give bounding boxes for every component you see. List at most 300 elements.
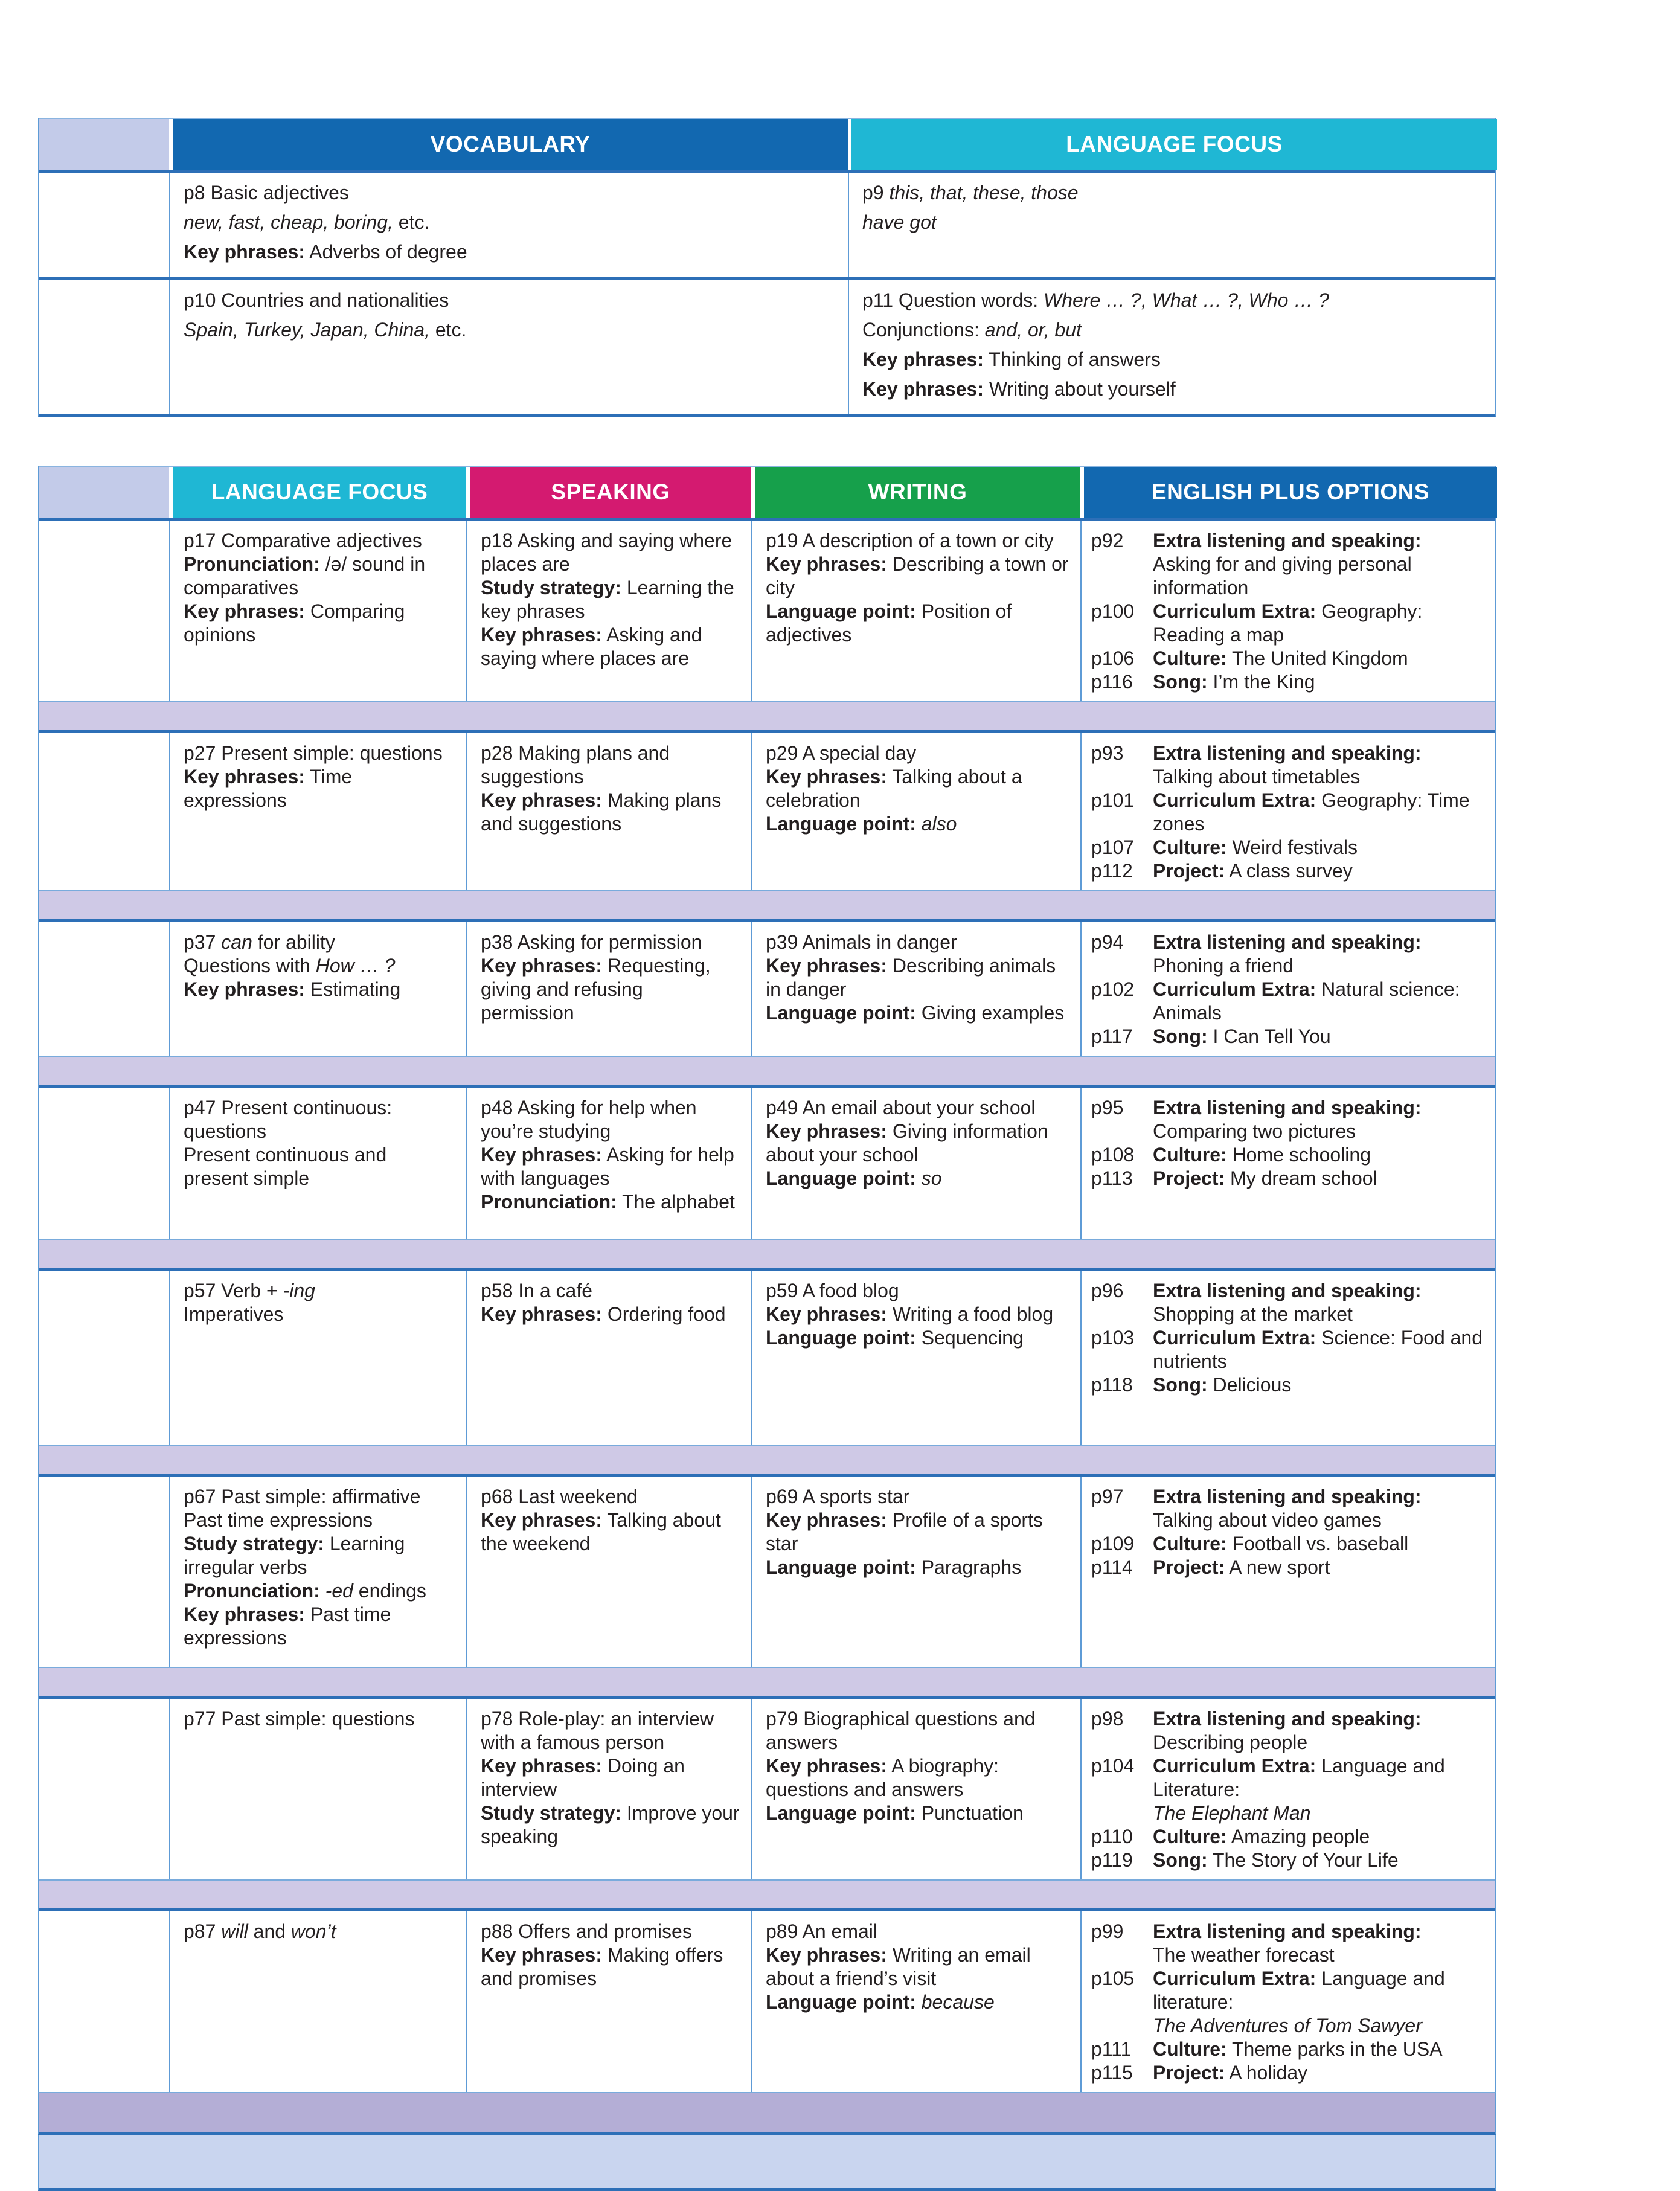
cell-vocabulary bbox=[169, 173, 848, 277]
page-ref: p115 bbox=[1091, 2062, 1133, 2084]
page-ref: p102 bbox=[1091, 978, 1135, 1000]
options-item-continuation bbox=[1091, 1303, 1486, 1326]
cell-paragraph bbox=[184, 931, 455, 954]
text-segment: Curriculum Extra: bbox=[1153, 1968, 1316, 1989]
text-segment: Study strategy: bbox=[184, 1533, 324, 1554]
page-ref: p93 bbox=[1091, 742, 1124, 764]
text-segment: Extra listening and speaking: bbox=[1153, 1920, 1422, 1942]
cell-writing bbox=[751, 1699, 1080, 1879]
text-segment: Writing a food blog bbox=[886, 1303, 1054, 1325]
text-segment: have got bbox=[862, 211, 937, 233]
cell-paragraph bbox=[184, 1143, 455, 1190]
text-segment: The Elephant Man bbox=[1153, 1802, 1311, 1824]
text-segment: Key phrases: bbox=[766, 955, 887, 977]
text-segment: Extra listening and speaking: bbox=[1153, 1280, 1422, 1301]
options-item bbox=[1091, 670, 1486, 694]
text-segment: Curriculum Extra: bbox=[1153, 1755, 1316, 1777]
page-ref: p107 bbox=[1091, 836, 1135, 858]
text-segment: Key phrases: bbox=[766, 1944, 887, 1966]
options-item bbox=[1091, 1920, 1486, 1943]
starter-corner-cell bbox=[39, 119, 169, 170]
text-segment: Key phrases: bbox=[766, 766, 887, 788]
cell-language-focus bbox=[848, 280, 1497, 414]
cell-english-plus-options bbox=[1080, 1477, 1497, 1667]
page-ref: p94 bbox=[1091, 931, 1124, 953]
row-corner-cell bbox=[39, 173, 169, 277]
row-corner-cell bbox=[39, 1271, 169, 1445]
cell-paragraph bbox=[184, 1509, 455, 1532]
row-spacer bbox=[39, 1879, 1495, 1911]
cell-paragraph bbox=[766, 1943, 1069, 1991]
text-segment: Culture: bbox=[1153, 1144, 1227, 1166]
text-segment: Study strategy: bbox=[481, 577, 621, 598]
cell-paragraph bbox=[766, 1120, 1069, 1167]
cell-english-plus-options bbox=[1080, 1699, 1497, 1879]
text-segment: A holiday bbox=[1225, 2062, 1308, 2084]
text-segment: Language point: bbox=[766, 813, 916, 835]
text-segment: Home schooling bbox=[1226, 1144, 1371, 1166]
options-item bbox=[1091, 789, 1486, 836]
text-segment: Song: bbox=[1153, 1849, 1208, 1871]
text-segment: Key phrases: bbox=[862, 348, 984, 370]
text-segment: Extra listening and speaking: bbox=[1153, 1097, 1422, 1118]
page-ref: p113 bbox=[1091, 1167, 1133, 1189]
row-spacer bbox=[39, 1445, 1495, 1477]
cell-paragraph bbox=[184, 1603, 455, 1650]
options-item bbox=[1091, 1279, 1486, 1303]
options-item-continuation bbox=[1091, 954, 1486, 978]
text-segment: Key phrases: bbox=[184, 978, 305, 1000]
options-item bbox=[1091, 1967, 1486, 2014]
text-segment: Study strategy: bbox=[481, 1802, 621, 1824]
cell-paragraph bbox=[184, 954, 455, 978]
page-ref: p104 bbox=[1091, 1755, 1135, 1777]
options-item bbox=[1091, 1754, 1486, 1801]
row-spacer bbox=[39, 1056, 1495, 1088]
text-segment: Pronunciation: bbox=[184, 553, 320, 575]
header-row bbox=[39, 466, 1495, 521]
text-segment: Giving examples bbox=[915, 1002, 1065, 1024]
text-segment: p87 bbox=[184, 1920, 222, 1942]
text-segment: Language and Literature: bbox=[1153, 1755, 1445, 1800]
cell-vocabulary bbox=[169, 280, 848, 414]
text-segment: Curriculum Extra: bbox=[1153, 789, 1316, 811]
cell-paragraph bbox=[481, 789, 740, 836]
text-segment: Present continuous and present simple bbox=[184, 1144, 387, 1189]
cell-paragraph bbox=[766, 1001, 1069, 1025]
cell-english-plus-options bbox=[1080, 1911, 1497, 2092]
text-segment: Amazing people bbox=[1226, 1826, 1370, 1847]
options-item bbox=[1091, 978, 1486, 1025]
text-segment: p39 Animals in danger bbox=[766, 931, 957, 953]
text-segment: p49 An email about your school bbox=[766, 1097, 1036, 1118]
text-segment: Weird festivals bbox=[1226, 836, 1358, 858]
text-segment: Project: bbox=[1153, 1556, 1225, 1578]
text-segment: Time expressions bbox=[184, 766, 353, 811]
cell-paragraph bbox=[766, 1096, 1069, 1120]
text-segment: Making plans and suggestions bbox=[481, 789, 722, 835]
options-item bbox=[1091, 529, 1486, 553]
column-header-speaking bbox=[470, 467, 751, 518]
cell-paragraph bbox=[862, 377, 1486, 401]
text-segment: because bbox=[921, 1991, 995, 2013]
text-segment: Paragraphs bbox=[915, 1556, 1022, 1578]
row-corner-cell bbox=[39, 1088, 169, 1239]
page-ref: p100 bbox=[1091, 600, 1135, 622]
text-segment: p38 Asking for permission bbox=[481, 931, 702, 953]
text-segment: p19 A description of a town or city bbox=[766, 530, 1054, 551]
text-segment: Extra listening and speaking: bbox=[1153, 931, 1422, 953]
text-segment: p57 Verb + bbox=[184, 1280, 283, 1301]
options-item bbox=[1091, 1373, 1486, 1397]
column-header-label: VOCABULARY bbox=[430, 132, 591, 156]
text-segment: Talking about a celebration bbox=[766, 766, 1022, 811]
row-corner-cell bbox=[39, 1911, 169, 2092]
text-segment: Key phrases: bbox=[481, 1303, 602, 1325]
text-segment: Key phrases: bbox=[766, 553, 887, 575]
text-segment: Key phrases: bbox=[862, 378, 984, 400]
cell-paragraph bbox=[481, 1943, 740, 1991]
cell-paragraph bbox=[481, 954, 740, 1025]
text-segment: this, that, these, those bbox=[889, 182, 1079, 204]
page-ref: p118 bbox=[1091, 1374, 1133, 1396]
text-segment: Extra listening and speaking: bbox=[1153, 530, 1422, 551]
options-item-continuation bbox=[1091, 1120, 1486, 1143]
text-segment: Talking about the weekend bbox=[481, 1509, 721, 1554]
text-segment: p8 Basic adjectives bbox=[184, 182, 349, 204]
options-item bbox=[1091, 1556, 1486, 1579]
cell-paragraph bbox=[766, 765, 1069, 812]
cell-paragraph bbox=[766, 1991, 1069, 2014]
cell-writing bbox=[751, 521, 1080, 701]
text-segment: Key phrases: bbox=[184, 241, 305, 263]
cell-paragraph bbox=[862, 289, 1486, 312]
cell-paragraph bbox=[184, 240, 837, 264]
options-item-continuation bbox=[1091, 553, 1486, 600]
cell-paragraph bbox=[481, 742, 740, 789]
options-item bbox=[1091, 742, 1486, 765]
text-segment: Comparing two pictures bbox=[1153, 1120, 1356, 1142]
cell-paragraph bbox=[481, 931, 740, 954]
text-segment: Language point: bbox=[766, 1802, 916, 1824]
text-segment bbox=[916, 1991, 922, 2013]
cell-english-plus-options bbox=[1080, 1271, 1497, 1445]
page-ref: p110 bbox=[1091, 1826, 1133, 1847]
cell-writing bbox=[751, 1477, 1080, 1667]
text-segment: Delicious bbox=[1207, 1374, 1292, 1396]
text-segment: Asking and saying where places are bbox=[481, 624, 702, 669]
cell-speaking bbox=[466, 1088, 751, 1239]
text-segment: How … ? bbox=[315, 955, 396, 977]
text-segment: I Can Tell You bbox=[1207, 1025, 1331, 1047]
text-segment: Language point: bbox=[766, 1556, 916, 1578]
page-ref: p112 bbox=[1091, 860, 1133, 882]
main-corner-cell bbox=[39, 467, 169, 518]
text-segment: p47 Present continuous: questions bbox=[184, 1097, 393, 1142]
cell-paragraph bbox=[481, 1509, 740, 1556]
text-segment: Extra listening and speaking: bbox=[1153, 1486, 1422, 1507]
cell-writing bbox=[751, 733, 1080, 890]
header-row bbox=[39, 118, 1495, 173]
unit-row bbox=[39, 1477, 1495, 1667]
text-segment: Language point: bbox=[766, 1991, 916, 2013]
text-segment: Culture: bbox=[1153, 836, 1227, 858]
text-segment: p69 A sports star bbox=[766, 1486, 910, 1507]
text-segment: A biography: questions and answers bbox=[766, 1755, 999, 1800]
page-ref: p119 bbox=[1091, 1849, 1133, 1871]
text-segment: Language point: bbox=[766, 1002, 916, 1024]
page-ref: p105 bbox=[1091, 1968, 1135, 1989]
cell-paragraph bbox=[184, 529, 455, 553]
options-item bbox=[1091, 859, 1486, 883]
column-header-label: LANGUAGE FOCUS bbox=[1066, 132, 1283, 156]
options-item bbox=[1091, 931, 1486, 954]
column-header-label: ENGLISH PLUS OPTIONS bbox=[1151, 480, 1430, 504]
text-segment: p79 Biographical questions and answers bbox=[766, 1708, 1036, 1753]
text-segment: Adverbs of degree bbox=[304, 241, 467, 263]
page-ref: p114 bbox=[1091, 1556, 1133, 1578]
text-segment: Learning the key phrases bbox=[481, 577, 734, 622]
unit-row bbox=[39, 922, 1495, 1056]
cell-writing bbox=[751, 1088, 1080, 1239]
options-item-continuation bbox=[1091, 1943, 1486, 1967]
cell-paragraph bbox=[184, 978, 455, 1001]
cell-english-plus-options bbox=[1080, 1088, 1497, 1239]
text-segment: Geography: Reading a map bbox=[1153, 600, 1423, 646]
text-segment: Key phrases: bbox=[184, 1603, 305, 1625]
text-segment: Culture: bbox=[1153, 647, 1227, 669]
text-segment: p59 A food blog bbox=[766, 1280, 899, 1301]
cell-paragraph bbox=[766, 1167, 1069, 1190]
unit-row bbox=[39, 1271, 1495, 1445]
text-segment: p29 A special day bbox=[766, 742, 917, 764]
text-segment: Comparing opinions bbox=[184, 600, 405, 646]
unit-row bbox=[39, 1911, 1495, 2092]
text-segment: Culture: bbox=[1153, 2038, 1227, 2060]
cell-language-focus bbox=[169, 1088, 466, 1239]
options-item bbox=[1091, 836, 1486, 859]
column-header-language-focus bbox=[173, 467, 466, 518]
cell-paragraph bbox=[481, 1801, 740, 1849]
cell-speaking bbox=[466, 1699, 751, 1879]
text-segment: Key phrases: bbox=[481, 1755, 602, 1777]
table-gap bbox=[38, 417, 1496, 466]
bottom-bar-dark bbox=[38, 2092, 1496, 2135]
text-segment: /ə/ sound in comparatives bbox=[184, 553, 426, 598]
text-segment: can bbox=[221, 931, 252, 953]
text-segment: Project: bbox=[1153, 1167, 1225, 1189]
text-segment: Key phrases: bbox=[481, 1944, 602, 1966]
text-segment: Punctuation bbox=[915, 1802, 1024, 1824]
starter-row bbox=[39, 277, 1495, 414]
text-segment: etc. bbox=[393, 211, 430, 233]
text-segment: new, fast, cheap, boring, bbox=[184, 211, 393, 233]
text-segment: Sequencing bbox=[915, 1327, 1024, 1349]
text-segment: Key phrases: bbox=[481, 955, 602, 977]
cell-paragraph bbox=[481, 576, 740, 623]
text-segment: Extra listening and speaking: bbox=[1153, 742, 1422, 764]
text-segment: Key phrases: bbox=[481, 624, 602, 646]
text-segment: A new sport bbox=[1225, 1556, 1330, 1578]
text-segment: Writing about yourself bbox=[983, 378, 1176, 400]
text-segment: p78 Role-play: an interview with a famous person bbox=[481, 1708, 714, 1753]
text-segment: Asking for and giving personal information bbox=[1153, 553, 1412, 598]
column-header-label: LANGUAGE FOCUS bbox=[211, 480, 428, 504]
text-segment: Song: bbox=[1153, 1374, 1208, 1396]
page-ref: p103 bbox=[1091, 1327, 1135, 1349]
text-segment: Phoning a friend bbox=[1153, 955, 1294, 977]
cell-language-focus bbox=[169, 1477, 466, 1667]
cell-paragraph bbox=[766, 954, 1069, 1001]
options-item bbox=[1091, 1532, 1486, 1556]
text-segment: Culture: bbox=[1153, 1533, 1227, 1554]
text-segment: Natural science: Animals bbox=[1153, 978, 1460, 1024]
page-ref: p95 bbox=[1091, 1097, 1124, 1118]
text-segment: Describing a town or city bbox=[766, 553, 1069, 598]
cell-paragraph bbox=[184, 600, 455, 647]
text-segment bbox=[320, 1580, 325, 1602]
cell-paragraph bbox=[184, 1579, 455, 1603]
cell-paragraph bbox=[766, 529, 1069, 553]
text-segment: Doing an interview bbox=[481, 1755, 685, 1800]
page-ref: p97 bbox=[1091, 1486, 1124, 1507]
cell-paragraph bbox=[481, 1920, 740, 1943]
text-segment: Pronunciation: bbox=[184, 1580, 320, 1602]
cell-paragraph bbox=[766, 1279, 1069, 1303]
page-ref: p117 bbox=[1091, 1025, 1133, 1047]
text-segment: The Adventures of Tom Sawyer bbox=[1153, 2015, 1422, 2036]
cell-paragraph bbox=[481, 1754, 740, 1801]
cell-paragraph bbox=[481, 1303, 740, 1326]
cell-english-plus-options bbox=[1080, 922, 1497, 1056]
row-corner-cell bbox=[39, 733, 169, 890]
text-segment: Ordering food bbox=[601, 1303, 726, 1325]
row-spacer bbox=[39, 890, 1495, 922]
page-ref: p108 bbox=[1091, 1144, 1135, 1166]
text-segment bbox=[916, 813, 922, 835]
options-item bbox=[1091, 1025, 1486, 1048]
text-segment: p88 Offers and promises bbox=[481, 1920, 692, 1942]
options-item bbox=[1091, 1825, 1486, 1849]
options-item-continuation bbox=[1091, 1509, 1486, 1532]
starter-table bbox=[38, 118, 1496, 417]
options-item bbox=[1091, 2038, 1486, 2061]
cell-paragraph bbox=[184, 1485, 455, 1509]
text-segment: Language and literature: bbox=[1153, 1968, 1445, 2013]
cell-paragraph bbox=[481, 1190, 740, 1214]
text-segment: Language point: bbox=[766, 1327, 916, 1349]
page-ref: p101 bbox=[1091, 789, 1135, 811]
cell-paragraph bbox=[766, 600, 1069, 647]
cell-paragraph bbox=[481, 1707, 740, 1754]
page-ref: p98 bbox=[1091, 1708, 1124, 1730]
text-segment: Conjunctions: bbox=[862, 319, 985, 341]
text-segment: Language point: bbox=[766, 600, 916, 622]
cell-paragraph bbox=[766, 1326, 1069, 1350]
cell-paragraph bbox=[766, 1801, 1069, 1825]
options-item bbox=[1091, 600, 1486, 647]
cell-paragraph bbox=[184, 553, 455, 600]
cell-paragraph bbox=[766, 742, 1069, 765]
text-segment: Pronunciation: bbox=[481, 1191, 617, 1213]
row-corner-cell bbox=[39, 1477, 169, 1667]
page-ref: p106 bbox=[1091, 647, 1135, 669]
text-segment: Curriculum Extra: bbox=[1153, 978, 1316, 1000]
cell-speaking bbox=[466, 922, 751, 1056]
text-segment: p10 Countries and nationalities bbox=[184, 289, 449, 311]
text-segment: Song: bbox=[1153, 1025, 1208, 1047]
text-segment: My dream school bbox=[1225, 1167, 1377, 1189]
text-segment: Profile of a sports star bbox=[766, 1509, 1043, 1554]
cell-paragraph bbox=[862, 348, 1486, 371]
unit-row bbox=[39, 521, 1495, 701]
cell-paragraph bbox=[766, 812, 1069, 836]
text-segment: Theme parks in the USA bbox=[1226, 2038, 1443, 2060]
page-ref: p96 bbox=[1091, 1280, 1124, 1301]
cell-paragraph bbox=[766, 1556, 1069, 1579]
text-segment: Past time expressions bbox=[184, 1509, 373, 1531]
text-segment: The Story of Your Life bbox=[1207, 1849, 1399, 1871]
text-segment: Shopping at the market bbox=[1153, 1303, 1353, 1325]
text-segment: endings bbox=[353, 1580, 426, 1602]
cell-paragraph bbox=[184, 181, 837, 205]
contents-page bbox=[38, 118, 1496, 2191]
main-table bbox=[38, 466, 1496, 2092]
text-segment: etc. bbox=[429, 319, 467, 341]
column-header-label: WRITING bbox=[868, 480, 967, 504]
text-segment: p77 Past simple: questions bbox=[184, 1708, 415, 1730]
text-segment: Key phrases: bbox=[766, 1120, 887, 1142]
unit-row bbox=[39, 733, 1495, 890]
text-segment bbox=[916, 1167, 922, 1189]
text-segment: p68 Last weekend bbox=[481, 1486, 638, 1507]
cell-paragraph bbox=[184, 1920, 455, 1943]
text-segment: Science: Food and nutrients bbox=[1153, 1327, 1483, 1372]
cell-writing bbox=[751, 922, 1080, 1056]
column-header-english-plus-options bbox=[1084, 467, 1497, 518]
cell-paragraph bbox=[184, 1707, 455, 1731]
text-segment: Key phrases: bbox=[766, 1755, 887, 1777]
text-segment: Football vs. baseball bbox=[1226, 1533, 1409, 1554]
options-item bbox=[1091, 2061, 1486, 2085]
text-segment: p18 Asking and saying where places are bbox=[481, 530, 733, 575]
cell-paragraph bbox=[766, 1485, 1069, 1509]
cell-language-focus bbox=[169, 733, 466, 890]
text-segment: The weather forecast bbox=[1153, 1944, 1335, 1966]
options-item bbox=[1091, 1849, 1486, 1872]
text-segment: Where … ?, What … ?, Who … ? bbox=[1044, 289, 1330, 311]
cell-language-focus bbox=[169, 1699, 466, 1879]
text-segment: Describing animals in danger bbox=[766, 955, 1056, 1000]
cell-paragraph bbox=[481, 529, 740, 576]
text-segment: p28 Making plans and suggestions bbox=[481, 742, 670, 788]
text-segment: Key phrases: bbox=[481, 789, 602, 811]
text-segment: The United Kingdom bbox=[1226, 647, 1408, 669]
text-segment: Project: bbox=[1153, 860, 1225, 882]
text-segment: -ing bbox=[283, 1280, 315, 1301]
text-segment: Key phrases: bbox=[766, 1509, 887, 1531]
text-segment: Song: bbox=[1153, 671, 1208, 693]
text-segment: Curriculum Extra: bbox=[1153, 1327, 1316, 1349]
text-segment: Extra listening and speaking: bbox=[1153, 1708, 1422, 1730]
text-segment: also bbox=[921, 813, 957, 835]
text-segment: Key phrases: bbox=[184, 600, 305, 622]
text-segment: will bbox=[221, 1920, 248, 1942]
text-segment: p58 In a café bbox=[481, 1280, 593, 1301]
text-segment: Key phrases: bbox=[481, 1144, 602, 1166]
text-segment: p89 An email bbox=[766, 1920, 878, 1942]
cell-paragraph bbox=[766, 1509, 1069, 1556]
